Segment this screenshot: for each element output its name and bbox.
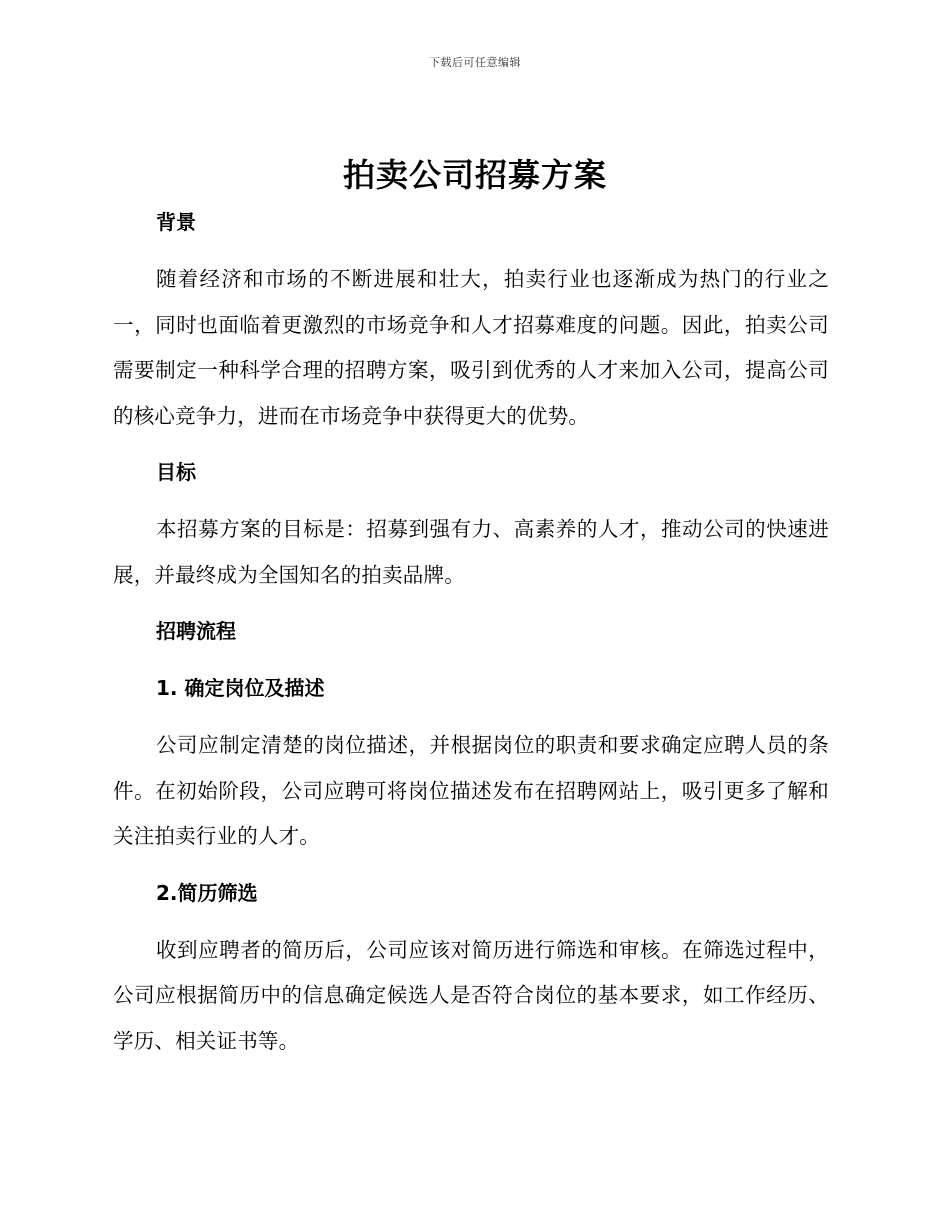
paragraph-define-positions: 公司应制定清楚的岗位描述，并根据岗位的职责和要求确定应聘人员的条件。在初始阶段，公司应聘可将岗位描述发布在招聘网站上，吸引更多了解和关注拍卖行业的人才。 — [113, 733, 829, 848]
document-title: 拍卖公司招募方案 — [342, 156, 607, 194]
paragraph-resume-screening: 收到应聘者的简历后，公司应该对简历进行筛选和审核。在筛选过程中，公司应根据简历中的信息确定候选人是否符合岗位的基本要求，如工作经历、学历、相关证书等。 — [113, 937, 829, 1053]
section-heading-background: 背景 — [156, 210, 196, 234]
paragraph-background: 随着经济和市场的不断进展和壮大，拍卖行业也逐渐成为热门的行业之一，同时也面临着更激烈的市场竞争和人才招募难度的问题。因此，拍卖公司需要制定一种科学合理的招聘方案，吸引到优秀的人才来加入公司，提高公司的核心竞争力，进而在市场竞争中获得更大的优势。 — [113, 267, 829, 428]
section-heading-define-positions: 1. 确定岗位及描述 — [156, 676, 325, 700]
section-heading-recruitment-process: 招聘流程 — [156, 619, 236, 643]
page-header-note: 下载后可任意编辑 — [429, 56, 521, 69]
section-heading-goal: 目标 — [156, 460, 196, 484]
section-heading-resume-screening: 2.简历筛选 — [156, 880, 258, 905]
document-body — [113, 200, 829, 1075]
paragraph-goal: 本招募方案的目标是：招募到强有力、高素养的人才，推动公司的快速进展，并最终成为全国知名的拍卖品牌。 — [113, 517, 829, 587]
